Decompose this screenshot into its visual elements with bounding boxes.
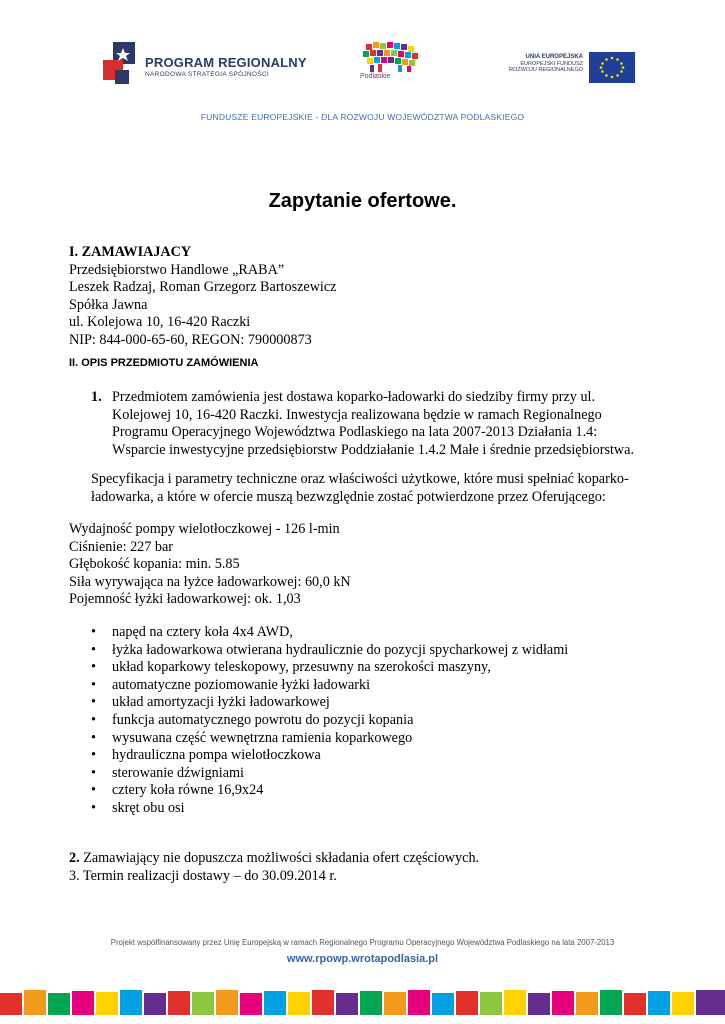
feature-text: wysuwana część wewnętrzna ramienia koparkowego [112,729,413,746]
feature-text: funkcja automatycznego powrotu do pozycji kopania [112,711,414,728]
ordering-party-line: NIP: 844-000-65-60, REGON: 790000873 [69,331,312,348]
list-item [91,677,691,695]
feature-text: cztery koła równe 16,9x24 [112,782,264,799]
bullet-icon: • [91,676,96,693]
feature-text: łyżka ładowarkowa otwierana hydraulicznie do pozycji spycharkowej z widłami [112,641,569,658]
program-title: PROGRAM REGIONALNY [145,55,307,70]
list-item [91,765,691,783]
item1-line: Kolejowej 10, 16-420 Raczki. Inwestycja realizowana będzie w ramach Regionalnego [112,406,602,423]
features-list [91,624,691,818]
list-item [91,712,691,730]
param-line: Siła wyrywająca na łyżce ładowarkowej: 60,0 kN [69,573,351,590]
podlaskie-label: Podlaskie [360,73,391,80]
bullet-icon: • [91,729,96,746]
list-item [91,747,691,765]
bullet-icon: • [91,694,96,711]
list-item [91,642,691,660]
list-item [91,782,691,800]
eu-line1: UNIA EUROPEJSKA [525,54,583,60]
feature-text: sterowanie dźwigniami [112,764,244,781]
podlaskie-logo [358,40,428,86]
eu-text [503,54,583,74]
footer-url: www.rpowp.wrotapodlasia.pl [286,953,439,965]
list-item [91,800,691,818]
footer-project-line: Projekt współfinansowany przez Unię Europejską w ramach Regionalnego Programu Operacyjnego Województwa Podlaskiego na lata 2007-2013 [110,938,615,947]
item1-line: Programu Operacyjnego Województwa Podlaskiego na lata 2007-2013 Działania 1.4: [112,424,598,441]
feature-text: układ amortyzacji łyżki ładowarkowej [112,694,330,711]
document-title: Zapytanie ofertowe. [268,190,457,212]
eu-line2: EUROPEJSKI FUNDUSZ [520,60,583,67]
eu-flag-icon [589,52,635,83]
eu-logo [503,52,638,86]
funds-tagline: FUNDUSZE EUROPEJSKIE - DLA ROZWOJU WOJEWÓDZTWA PODLASKIEGO [200,112,525,122]
feature-text: skręt obu osi [112,799,185,816]
bullet-icon: • [91,764,96,781]
spec-line: Specyfikacja i parametry techniczne oraz właściwości użytkowe, które musi spełniać koparko- [91,471,629,487]
list-item [91,694,691,712]
ordering-party-line: Przedsiębiorstwo Handlowe „RABA” [69,261,285,278]
point2-text: Zamawiający nie dopuszcza możliwości składania ofert częściowych. [79,850,480,866]
bullet-icon: • [91,624,96,640]
podlaskie-bison-icon [358,40,428,76]
param-line: Pojemność łyżki ładowarkowej: ok. 1,03 [69,591,301,608]
list-item [91,659,691,677]
section1-heading: I. ZAMAWIAJACY [69,244,192,260]
technical-parameters [69,521,669,609]
program-regionalny-star-icon [103,42,137,88]
bullet-icon: • [91,659,96,676]
param-line: Wydajność pompy wielotłoczkowej - 126 l-min [69,521,340,537]
eu-line3: ROZWOJU REGIONALNEGO [509,67,583,73]
item1-number: 1. [91,389,102,405]
item1-line: Przedmiotem zamówienia jest dostawa koparko-ładowarki do siedziby firmy przy ul. [112,389,596,405]
section2-heading: II. OPIS PRZEDMIOTU ZAMÓWIENIA [69,357,259,369]
ordering-party-line: Leszek Radzaj, Roman Grzegorz Bartoszewicz [69,279,337,296]
bullet-icon: • [91,711,96,728]
param-line: Ciśnienie: 227 bar [69,538,174,555]
item1-line: Wsparcie inwestycyjne przedsiębiorstw Poddziałanie 1.4.2 Małe i średnie przedsiębiorstwa. [112,441,635,458]
bullet-icon: • [91,799,96,816]
ordering-party-line: ul. Kolejowa 10, 16-420 Raczki [69,314,251,331]
point-2 [69,850,669,868]
item1-body [112,389,634,459]
bullet-icon: • [91,782,96,799]
point2-number: 2. [69,850,80,866]
program-regionalny-logo [103,40,307,92]
final-points [69,850,669,885]
spec-line: ładowarka, a które w ofercie muszą bezwzględnie zostać potwierdzone przez Oferującego: [91,488,606,505]
bullet-icon: • [91,641,96,658]
feature-text: układ koparkowy teleskopowy, przesuwny na szerokości maszyny, [112,659,491,676]
list-item [91,730,691,748]
program-subtitle: NARODOWA STRATEGIA SPÓJNOŚCI [145,71,269,78]
section-ordering-party [69,244,669,350]
ordering-party-line: Spółka Jawna [69,296,148,313]
feature-text: automatyczne poziomowanie łyżki ładowarki [112,676,371,693]
feature-text: hydrauliczna pompa wielotłoczkowa [112,747,321,764]
footer-color-strip [0,990,725,1015]
bullet-icon: • [91,747,96,764]
specification-intro [91,471,691,506]
param-line: Głębokość kopania: min. 5.85 [69,556,240,573]
list-item [91,624,691,642]
feature-text: napęd na cztery koła 4x4 AWD, [112,624,293,640]
point-3: 3. Termin realizacji dostawy – do 30.09.2014 r. [69,867,337,884]
